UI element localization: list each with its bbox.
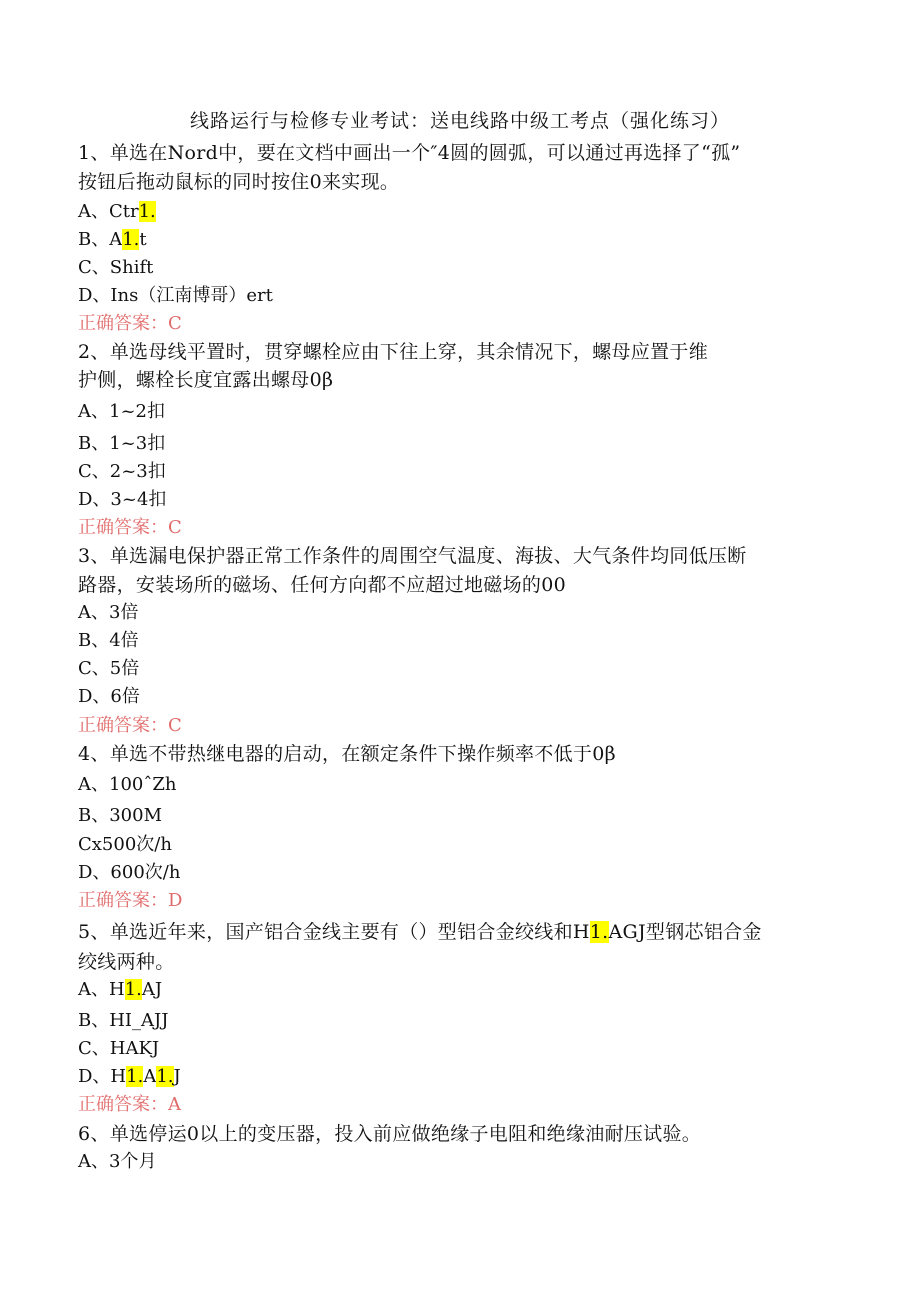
- highlight-mark: 1.: [122, 229, 140, 250]
- question-3-option-a: A、3倍: [78, 602, 139, 623]
- question-4-answer: 正确答案：D: [78, 890, 183, 911]
- question-6-option-a: A、3个月: [78, 1151, 157, 1172]
- question-5-option-b: B、HI_AJJ: [78, 1010, 169, 1031]
- question-3-option-d: D、6倍: [78, 686, 140, 707]
- highlight-mark: 1.: [126, 1066, 144, 1087]
- question-1-stem-line-1: 1、单选在Nord中，要在文档中画出一个″4圆的圆弧，可以通过再选择了“孤”: [78, 142, 741, 164]
- question-1-stem-line-2: 按钮后拖动鼠标的同时按住0来实现。: [78, 171, 400, 193]
- question-2-answer: 正确答案：C: [78, 517, 182, 538]
- question-2-option-d: D、3~4扣: [78, 489, 167, 510]
- question-4-option-a: A、100ˆZh: [78, 774, 177, 795]
- question-6-stem-line-1: 6、单选停运0以上的变压器，投入前应做绝缘子电阻和绝缘油耐压试验。: [78, 1123, 702, 1145]
- question-1-option-b: B、A1.t: [78, 229, 147, 250]
- question-5-stem-line-2: 绞线两种。: [78, 951, 175, 973]
- highlight-mark: 1.: [156, 1066, 174, 1087]
- question-3-stem-line-1: 3、单选漏电保护器正常工作条件的周围空气温度、海拔、大气条件均同低压断: [78, 545, 747, 567]
- question-4-option-b: B、300M: [78, 805, 163, 826]
- question-4-option-c: Cx500次/h: [78, 834, 172, 855]
- question-5-option-c: C、HAKJ: [78, 1038, 160, 1059]
- question-2-option-b: B、1~3扣: [78, 433, 166, 454]
- document-title: 线路运行与检修专业考试：送电线路中级工考点（强化练习）: [189, 110, 730, 132]
- question-5-answer: 正确答案：A: [78, 1094, 181, 1115]
- question-2-option-a: A、1~2扣: [78, 401, 165, 422]
- question-1-option-d: D、Ins（江南博哥）ert: [78, 285, 273, 306]
- question-5-option-d: D、H1.A1.J: [78, 1066, 181, 1087]
- question-4-option-d: D、600次/h: [78, 862, 181, 883]
- question-3-option-b: B、4倍: [78, 630, 139, 651]
- question-3-answer: 正确答案：C: [78, 715, 182, 736]
- question-1-answer: 正确答案：C: [78, 313, 182, 334]
- highlight-mark: 1.: [589, 921, 609, 943]
- question-2-option-c: C、2~3扣: [78, 461, 166, 482]
- highlight-mark: 1.: [124, 979, 142, 1000]
- question-3-stem-line-2: 路器，安装场所的磁场、任何方向都不应超过地磁场的00: [78, 574, 566, 596]
- question-2-stem-line-2: 护侧，螺栓长度宜露出螺母0β: [78, 369, 334, 391]
- question-3-option-c: C、5倍: [78, 658, 140, 679]
- highlight-mark: 1.: [138, 201, 156, 222]
- question-4-stem-line-1: 4、单选不带热继电器的启动，在额定条件下操作频率不低于0β: [78, 743, 616, 765]
- question-1-option-c: C、Shift: [78, 257, 154, 278]
- question-1-option-a: A、Ctr1.: [78, 201, 156, 222]
- question-2-stem-line-1: 2、单选母线平置时，贯穿螺栓应由下往上穿，其余情况下，螺母应置于维: [78, 341, 708, 363]
- question-5-stem-line-1: 5、单选近年来，国产铝合金线主要有（）型铝合金绞线和H1.AGJ型钢芯铝合金: [78, 921, 762, 943]
- question-5-option-a: A、H1.AJ: [78, 979, 163, 1000]
